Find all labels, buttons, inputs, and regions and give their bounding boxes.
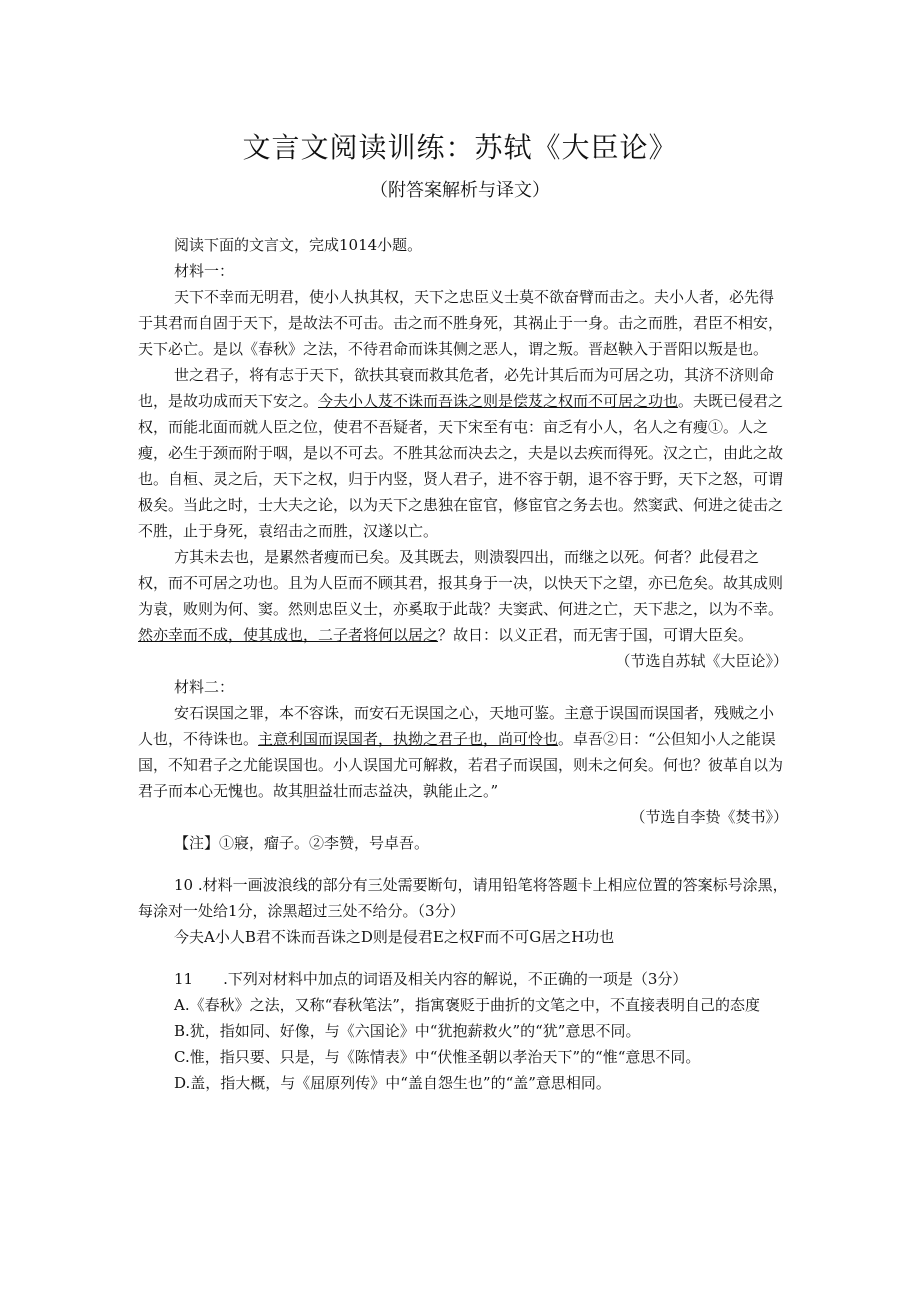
material1-p3-text-b: ？故日：以义正君，而无害于国，可谓大臣矣。 (438, 626, 754, 644)
question-11-option-a: A.《春秋》之法，又称“春秋笔法”，指寓褒贬于曲折的文笔之中，不直接表明自己的态度 (174, 996, 760, 1014)
question-11-option-d: D.盖，指大概，与《屈原列传》中“盖自怨生也”的“盖”意思相同。 (174, 1074, 611, 1092)
material1-p3-underline: 然亦幸而不成，使其成也，二子者将何以居之 (138, 626, 439, 644)
material1-p3-text-a: 方其未去也，是累然者瘦而已矣。及其既去，则溃裂四出，而继之以死。何者？此侵君之权，而不可居之功也。且为人臣而不顾其君，报其身于一决，以快天下之望，亦已危矣。故其成则为袁，败则为何、窦。然则忠臣义士，亦奚取于此哉？夫窦武、何进之亡，天下悲之，以为不幸。 (138, 548, 784, 618)
question-11: 11 .下列对材料中加点的词语及相关内容的解说，不正确的一项是（3分） (174, 970, 688, 988)
annotation-note: 【注】①寢，瘤子。②李赞，号卓吾。 (174, 834, 430, 852)
material1-p2-wavy-underline: 今夫小人芨不诛而吾诛之则是偿芨之权而不可居之功也 (318, 392, 679, 410)
spacer (138, 950, 788, 966)
document-title: 文言文阅读训练：苏轼《大臣论》 (242, 131, 678, 164)
document-body (138, 232, 788, 1096)
material1-paragraph-1: 天下不幸而无明君，使小人执其权，天下之忠臣义士莫不欲奋臂而击之。夫小人者，必先得于其君而自固于天下，是故法不可击。击之而不胜身死，其祸止于一身。击之而胜，君臣不相安，天下必亡。是以《春秋》之法，不待君命而诛其侧之恶人，谓之叛。晋赵鞅入于晋阳以叛是也。 (138, 288, 784, 358)
material1-label: 材料一： (174, 262, 235, 280)
intro-instruction: 阅读下面的文言文，完成1014小题。 (174, 236, 423, 254)
material2-label: 材料二： (174, 678, 235, 696)
spacer (138, 856, 788, 872)
material2-p1-text-a: 安石误国之罪，本不容诛，而安石无误国之心，天地可鉴。主意于误国而误国者，残贼之小人也，不待诛也。 (138, 704, 775, 748)
question-11-option-b: B.犹，指如同、好像，与《六国论》中“犹抱薪救火”的“犹”意思不同。 (174, 1022, 641, 1040)
material2-p1-underline: 主意利国而误国者，执拗之君子也，尚可怜也 (258, 730, 559, 748)
material2-paragraph-1 (138, 700, 788, 804)
material1-paragraph-2 (138, 362, 788, 544)
question-10: 10 .材料一画波浪线的部分有三处需要断句，请用铅笔将答题卡上相应位置的答案标号涂黑，每涂对一处给1分，涂黑超过三处不给分。（3分） (138, 876, 788, 920)
material2-p1-text-b: 。卓吾②日：“公但知小人之能误国，不知君子之尤能误国也。小人误国尤可解救，若君子而误国，则未之何矣。何也？彼革自以为君子而本心无愧也。故其胆益壮而志益决，孰能止之。” (138, 730, 784, 800)
document-subtitle: （附答案解析与译文） (370, 180, 550, 201)
question-11-option-c: C.惟，指只要、只是，与《陈情表》中“伏惟圣朝以孝治天下”的“惟“意思不同。 (174, 1048, 701, 1066)
question-10-options: 今夫A小人B君不诛而吾诛之D则是侵君E之权F而不可G居之H功也 (174, 928, 615, 946)
material1-p2-text-a: 世之君子，将有志于天下，欲扶其衰而救其危者，必先计其后而为可居之功，其济不济则命也，是故功成而天下安之。 (138, 366, 775, 410)
material1-source: （节选自苏轼《大臣论》） (615, 652, 788, 670)
material1-paragraph-3 (138, 544, 788, 648)
material2-source: （节选自李贽《焚书》） (630, 808, 788, 826)
material1-p2-text-b: 。夫既已侵君之权，而能北面而就人臣之位，使君不吾疑者，天下宋至有屯：亩乏有小人，名人之有瘦①。人之瘦，必生于颈而附于咽，是以不可去。不胜其忿而决去之，夫是以去疾而得死。汉之亡，由此之故也。自桓、灵之后，天下之权，归于内竖，贤人君子，进不容于朝，退不容于野，天下之怒，可谓极矣。当此之时，士大夫之论，以为天下之患独在宦官，修宦官之务去也。然窦武、何进之徒击之不胜，止于身死，袁绍击之而胜，汉遂以亡。 (138, 392, 784, 540)
